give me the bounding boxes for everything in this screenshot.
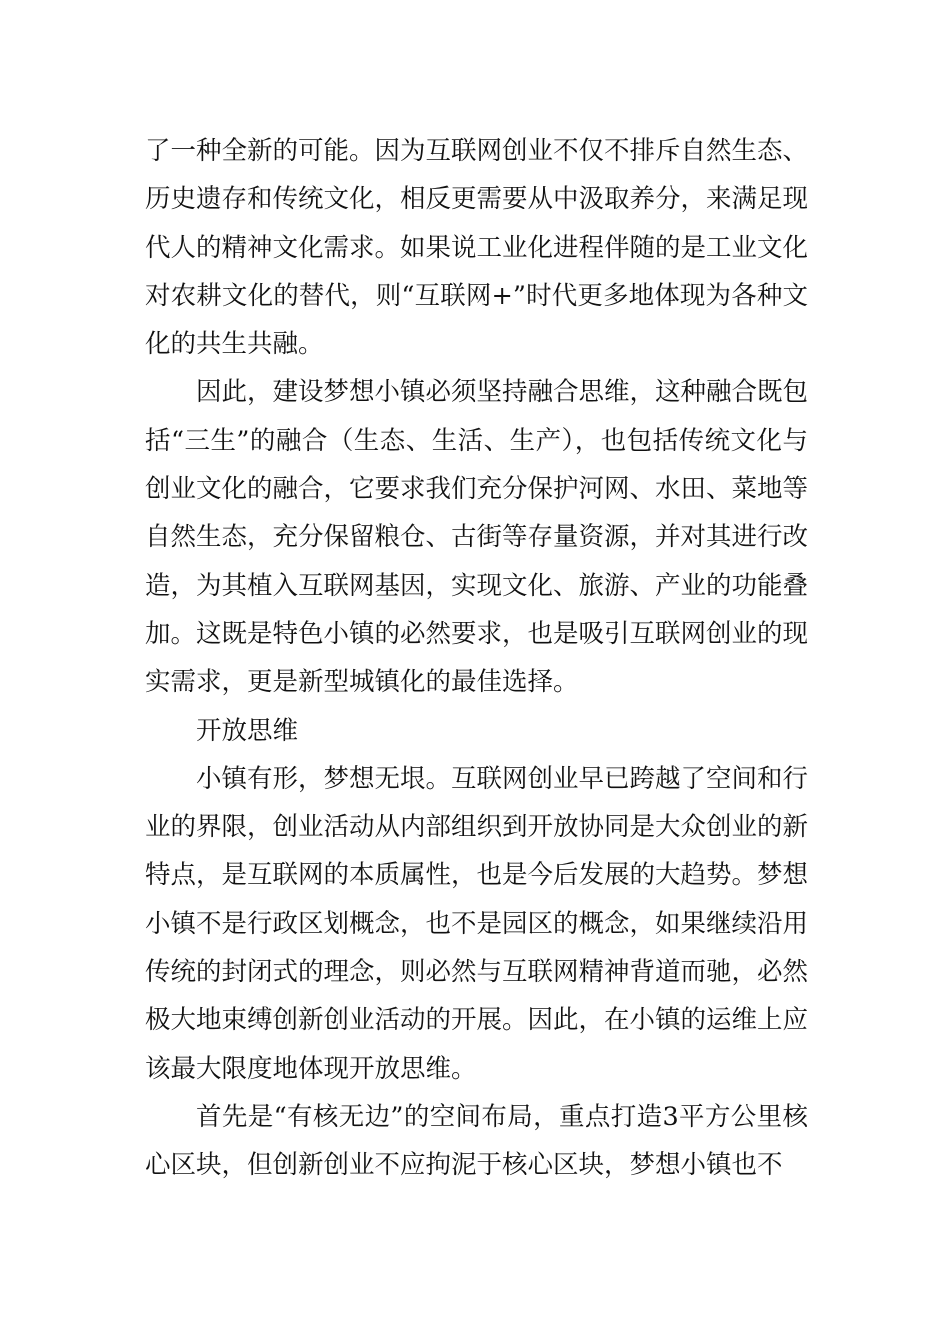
paragraph: 因此，建设梦想小镇必须坚持融合思维，这种融合既包括“三生”的融合（生态、生活、生产），也包括传统文化与创业文化的融合，它要求我们充分保护河网、水田、菜地等自然生态，充分保留粮仓、古街等存量资源，并对其进行改造，为其植入互联网基因，实现文化、旅游、产业的功能叠加。这既是特色小镇的必然要求，也是吸引互联网创业的现实需求，更是新型城镇化的最佳选择。 xyxy=(145,377,809,698)
paragraph: 小镇有形，梦想无垠。互联网创业早已跨越了空间和行业的界限，创业活动从内部组织到开放协同是大众创业的新特点，是互联网的本质属性，也是今后发展的大趋势。梦想小镇不是行政区划概念，也不是园区的概念，如果继续沿用传统的封闭式的理念，则必然与互联网精神背道而驰，必然极大地束缚创新创业活动的开展。因此，在小镇的运维上应该最大限度地体现开放思维。 xyxy=(145,763,809,1084)
paragraph: 了一种全新的可能。因为互联网创业不仅不排斥自然生态、历史遗存和传统文化，相反更需要从中汲取养分，来满足现代人的精神文化需求。如果说工业化进程伴随的是工业文化对农耕文化的替代，则“互联网+”时代更多地体现为各种文化的共生共融。 xyxy=(145,136,809,360)
paragraph: 首先是“有核无边”的空间布局，重点打造3平方公里核心区块，但创新创业不应拘泥于核心区块，梦想小镇也不 xyxy=(145,1101,808,1181)
section-heading: 开放思维 xyxy=(196,715,299,746)
document-body xyxy=(145,127,808,1190)
